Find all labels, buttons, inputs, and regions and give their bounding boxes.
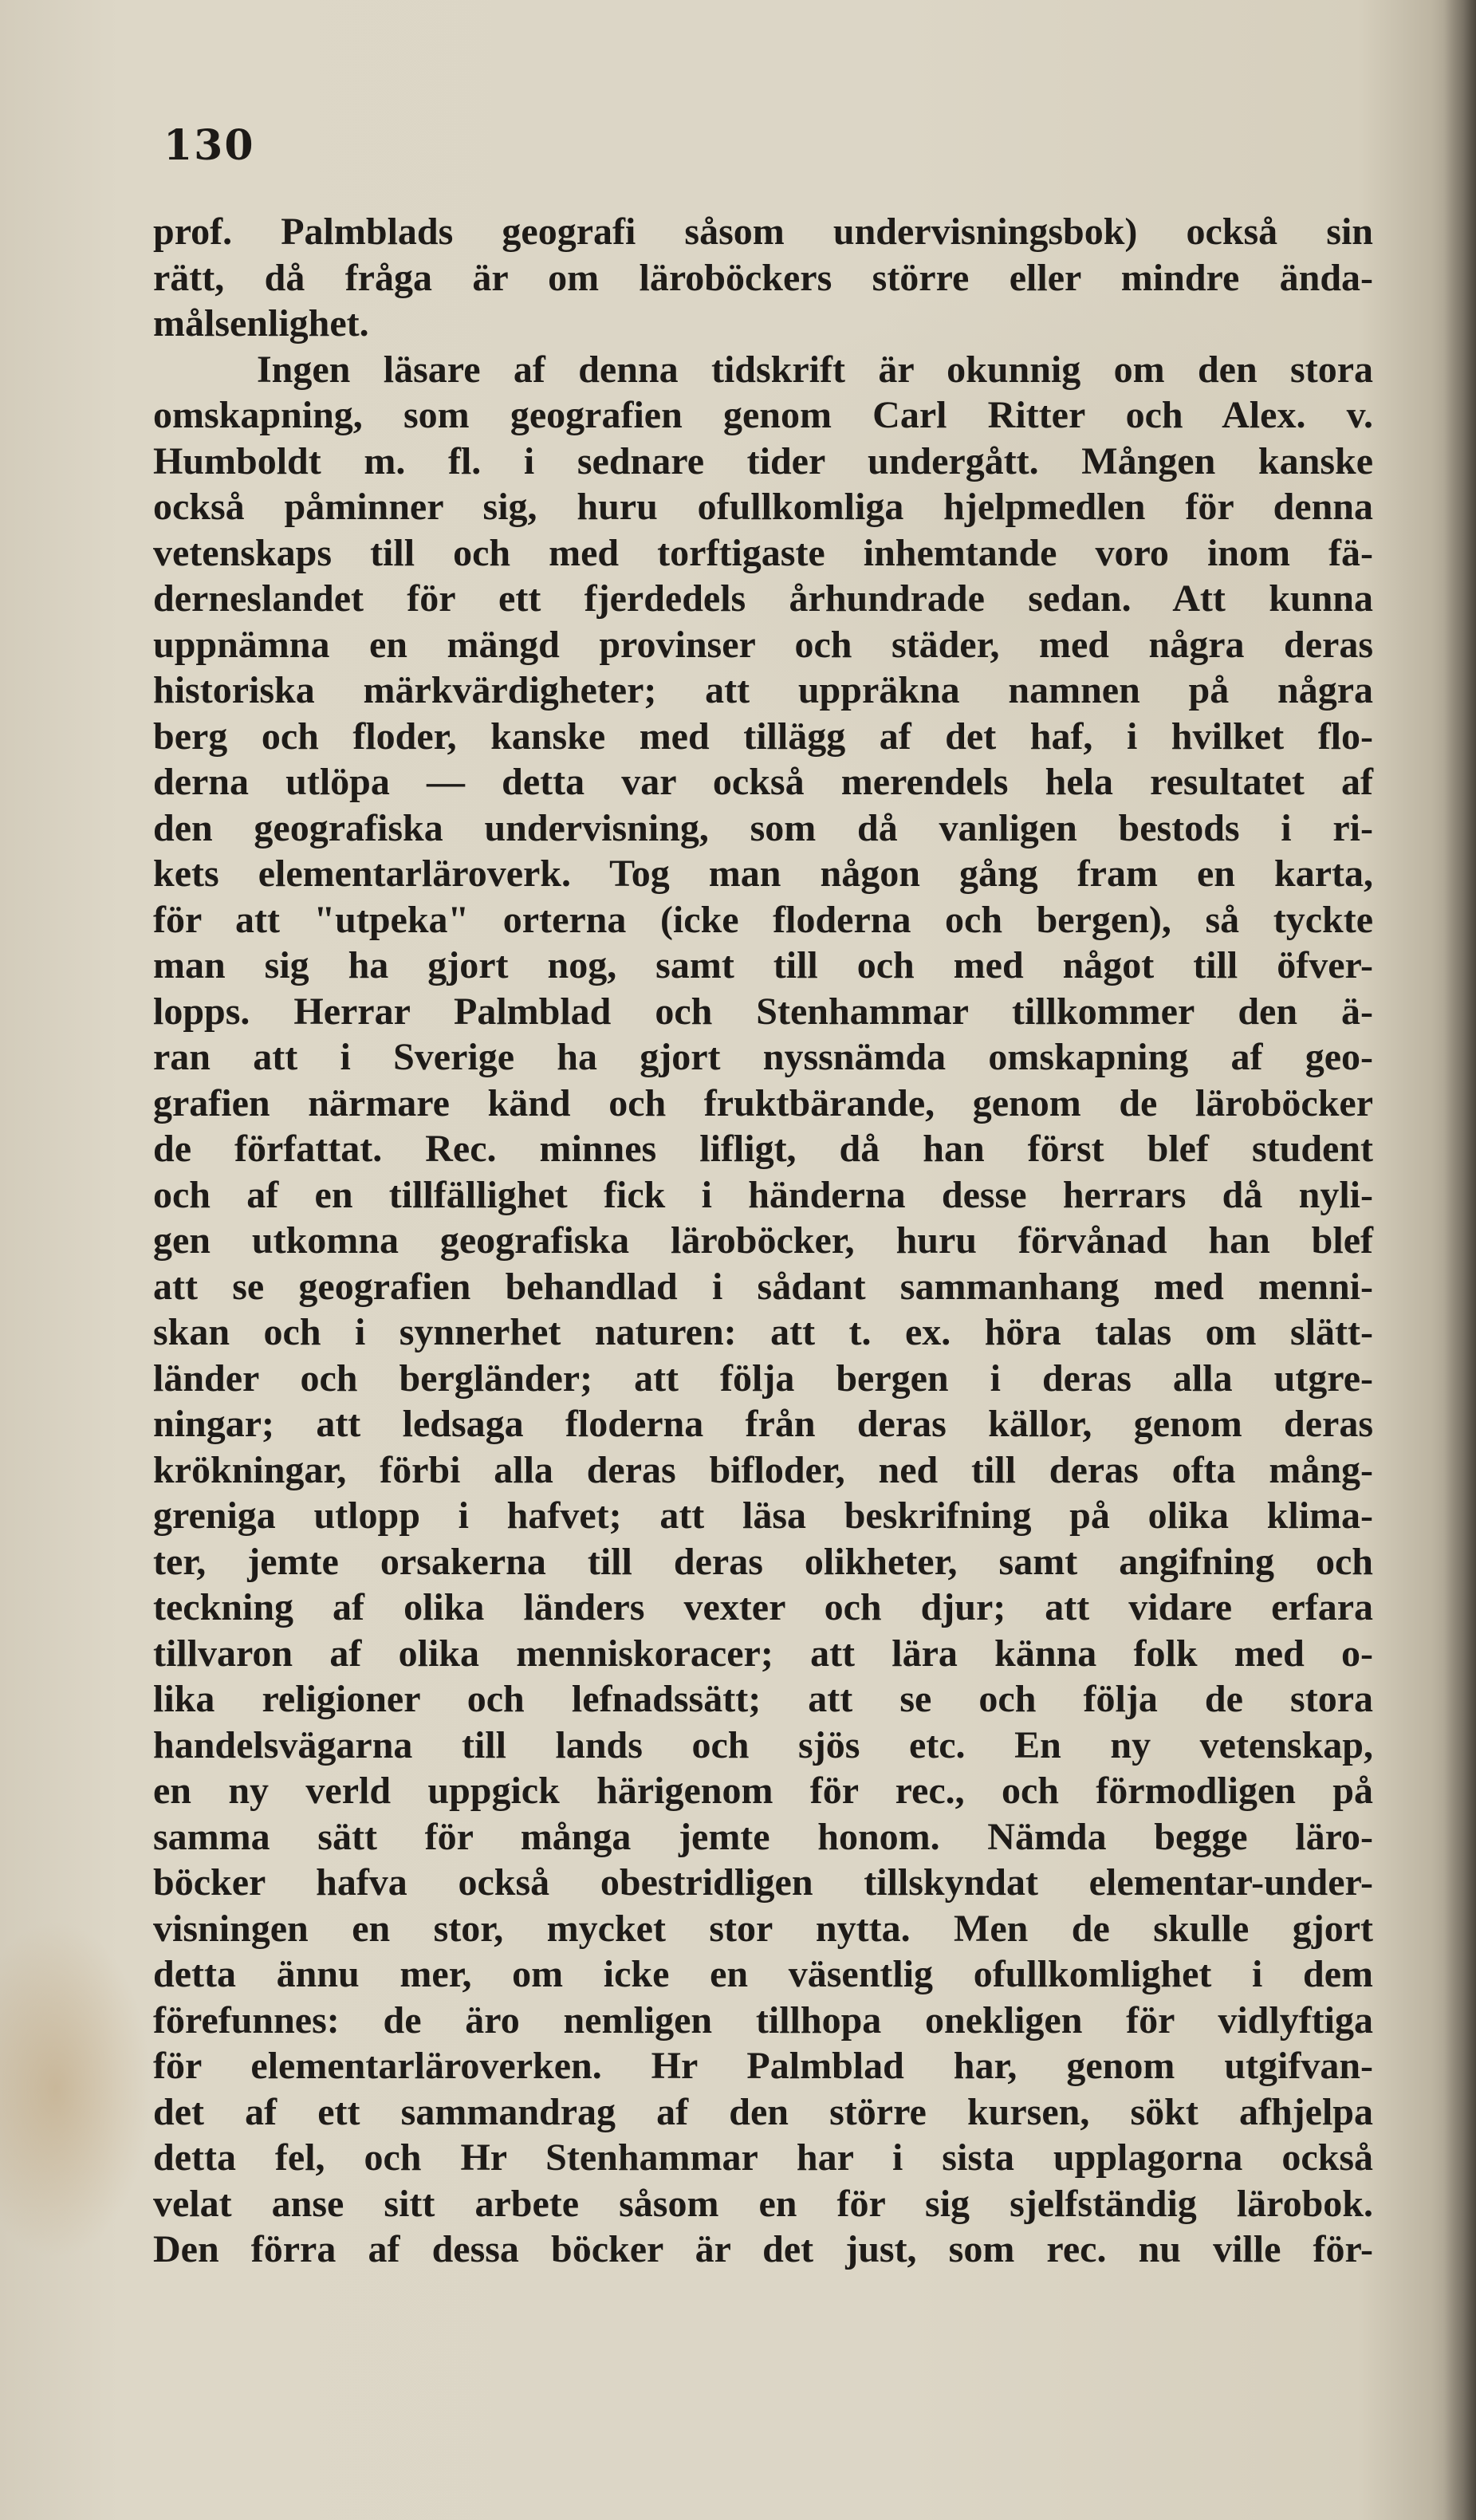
text-line: kets elementarläroverk. Tog man någon gång fram en karta, <box>153 852 1373 895</box>
text-line: uppnämna en mängd provinser och städer, med några deras <box>153 623 1373 666</box>
page-number: 130 <box>163 121 255 170</box>
text-line: de författat. Rec. minnes lifligt, då han först blef student <box>153 1128 1373 1170</box>
text-line: derna utlöpa — detta var också merendels hela resultatet af <box>153 761 1373 803</box>
text-line: länder och bergländer; att följa bergen i deras alla utgre- <box>153 1356 1373 1400</box>
text-line: också påminner sig, huru ofullkomliga hjelpmedlen för denna <box>153 486 1373 528</box>
text-line: tillvaron af olika menniskoracer; att lära känna folk med o- <box>153 1632 1373 1675</box>
text-line: historiska märkvärdigheter; att uppräkna namnen på några <box>153 669 1373 711</box>
text-line: grafien närmare känd och fruktbärande, genom de läroböcker <box>153 1081 1373 1124</box>
text-line: handelsvägarna till lands och sjös etc. En ny vetenskap, <box>153 1723 1373 1766</box>
text-line: teckning af olika länders vexter och djur; att vidare erfara <box>153 1586 1373 1628</box>
text-line: visningen en stor, mycket stor nytta. Men de skulle gjort <box>153 1907 1373 1950</box>
text-line: detta ännu mer, om icke en väsentlig ofullkomlighet i dem <box>153 1953 1373 1995</box>
text-line: och af en tillfällighet fick i händerna desse herrars då nyli- <box>153 1173 1373 1216</box>
text-line: rätt, då fråga är om läroböckers större eller mindre ända- <box>153 256 1373 299</box>
text-line: Humboldt m. fl. i sednare tider undergått. Mången kanske <box>153 439 1373 482</box>
text-line: berg och floder, kanske med tillägg af det haf, i hvilket flo- <box>153 715 1373 758</box>
text-line: Den förra af dessa böcker är det just, som rec. nu ville för- <box>153 2228 1373 2270</box>
text-line: förefunnes: de äro nemligen tillhopa onekligen för vidlyftiga <box>153 1998 1373 2042</box>
text-line: velat anse sitt arbete såsom en för sig sjelfständig lärobok. <box>153 2182 1373 2225</box>
text-line: målsenlighet. <box>153 302 369 345</box>
text-line: skan och i synnerhet naturen: att t. ex. höra talas om slätt- <box>153 1311 1373 1353</box>
text-line: det af ett sammandrag af den större kursen, sökt afhjelpa <box>153 2090 1373 2133</box>
text-line: ran att i Sverige ha gjort nyssnämda omskapning af geo- <box>153 1036 1373 1078</box>
text-line: den geografiska undervisning, som då vanligen bestods i ri- <box>153 806 1373 849</box>
text-line: derneslandet för ett fjerdedels århundrade sedan. Att kunna <box>153 577 1373 620</box>
text-line: Ingen läsare af denna tidskrift är okunnig om den stora <box>257 348 1373 391</box>
spine-shadow <box>1444 0 1476 2520</box>
text-line: man sig ha gjort nog, samt till och med något till öfver- <box>153 944 1373 986</box>
text-line: vetenskaps till och med torftigaste inhemtande voro inom fä- <box>153 531 1373 574</box>
text-line: för elementarläroverken. Hr Palmblad har, genom utgifvan- <box>153 2045 1373 2087</box>
text-line: en ny verld uppgick härigenom för rec., och förmodligen på <box>153 1770 1373 1812</box>
text-line: detta fel, och Hr Stenhammar har i sista upplagorna också <box>153 2136 1373 2179</box>
text-line: samma sätt för många jemte honom. Nämda begge läro- <box>153 1815 1373 1858</box>
text-line: greniga utlopp i hafvet; att läsa beskrifning på olika klima- <box>153 1494 1373 1537</box>
text-line: omskapning, som geografien genom Carl Ritter och Alex. v. <box>153 394 1373 436</box>
text-line: gen utkomna geografiska läroböcker, huru förvånad han blef <box>153 1219 1373 1262</box>
text-line: lopps. Herrar Palmblad och Stenhammar tillkommer den ä- <box>153 990 1373 1033</box>
text-line: krökningar, förbi alla deras bifloder, ned till deras ofta mång- <box>153 1448 1373 1491</box>
body-text <box>153 209 1373 2273</box>
text-line: ter, jemte orsakerna till deras olikheter, samt angifning och <box>153 1540 1373 1583</box>
text-line: prof. Palmblads geografi såsom undervisningsbok) också sin <box>153 211 1373 253</box>
text-line: för att "utpeka" orterna (icke floderna och bergen), så tyckte <box>153 898 1373 941</box>
text-line: ningar; att ledsaga floderna från deras källor, genom deras <box>153 1403 1373 1445</box>
text-line: att se geografien behandlad i sådant sammanhang med menni- <box>153 1265 1373 1308</box>
text-line: böcker hafva också obestridligen tillskyndat elementar-under- <box>153 1861 1373 1904</box>
text-line: lika religioner och lefnadssätt; att se och följa de stora <box>153 1678 1373 1720</box>
